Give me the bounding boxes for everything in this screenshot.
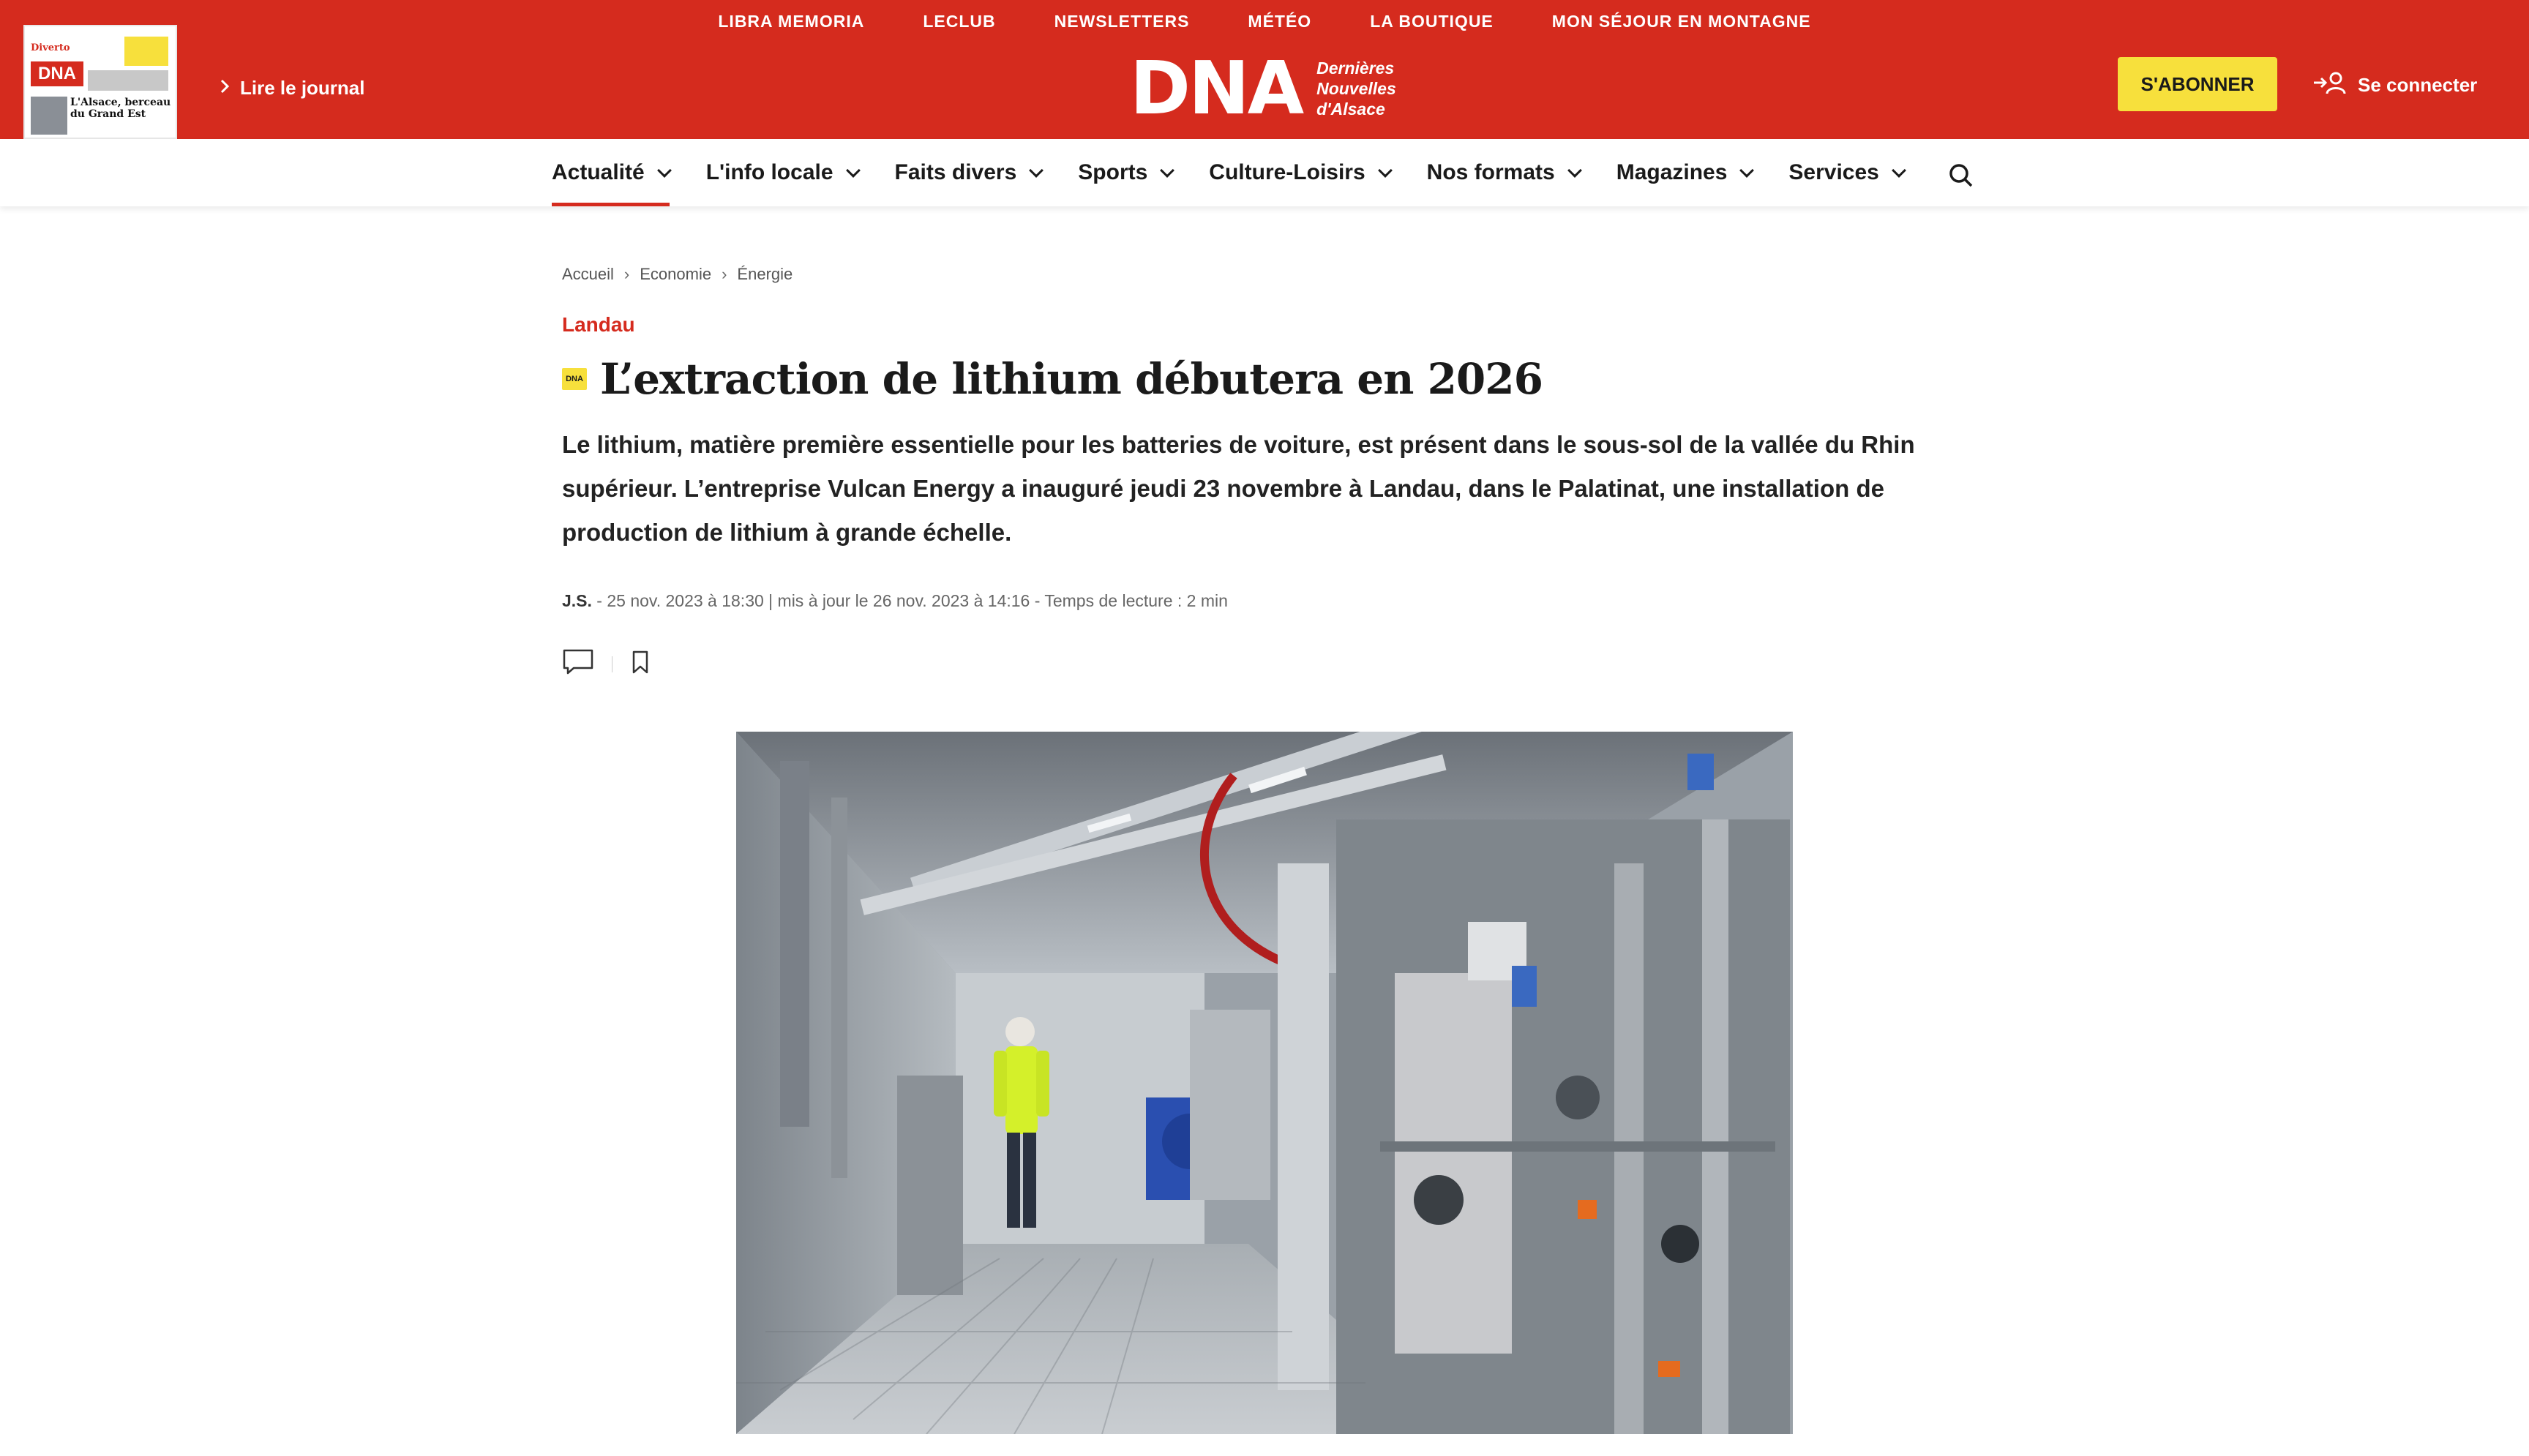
topnav-meteo[interactable]: MÉTÉO <box>1248 11 1312 31</box>
top-navigation <box>0 0 2529 42</box>
site-logo[interactable] <box>1130 45 1396 131</box>
article-meta <box>562 591 1228 611</box>
topnav-leclub[interactable]: LECLUB <box>923 11 996 31</box>
chevron-down-icon <box>657 163 672 178</box>
read-newspaper-link[interactable] <box>220 76 365 100</box>
article <box>562 263 1967 610</box>
breadcrumb-item[interactable]: Énergie <box>737 265 793 283</box>
breadcrumb <box>562 263 1967 285</box>
breadcrumb-item[interactable]: Accueil <box>562 265 614 283</box>
chevron-down-icon <box>1160 163 1174 178</box>
logo-tagline-line: Dernières <box>1316 59 1395 78</box>
dna-badge: DNA <box>562 368 587 390</box>
search-icon <box>1948 179 1974 192</box>
nav-item-nos-formats[interactable] <box>1427 139 1580 206</box>
logo-tagline-line: d'Alsace <box>1316 100 1385 119</box>
login-label: Se connecter <box>2358 74 2478 96</box>
login-icon <box>2312 70 2348 100</box>
chevron-down-icon <box>1378 163 1393 178</box>
chevron-down-icon <box>1567 163 1582 178</box>
thumbnail-promo-box <box>88 70 168 91</box>
chevron-right-icon: › <box>722 265 727 283</box>
logo-letters: DNA <box>1130 45 1303 131</box>
article-kicker[interactable]: Landau <box>562 313 635 336</box>
chevron-down-icon <box>1740 163 1755 178</box>
login-link[interactable] <box>2312 70 2477 100</box>
nav-item-label: Services <box>1788 160 1879 184</box>
article-author: J.S. <box>562 591 592 610</box>
newspaper-thumbnail[interactable] <box>23 25 177 139</box>
article-dates: - 25 nov. 2023 à 18:30 | mis à jour le 26 nov. 2023 à 14:16 - Temps de lecture : 2 min <box>591 591 1228 610</box>
thumbnail-image <box>31 97 67 135</box>
nav-item-label: Sports <box>1078 160 1148 184</box>
topnav-libra-memoria[interactable]: LIBRA MEMORIA <box>718 11 865 31</box>
nav-item-label: Nos formats <box>1426 160 1555 184</box>
logo-tagline <box>1316 58 1396 119</box>
nav-item-sports[interactable] <box>1078 139 1172 206</box>
bookmark-icon[interactable] <box>630 650 651 678</box>
topnav-la-boutique[interactable]: LA BOUTIQUE <box>1370 11 1494 31</box>
read-newspaper-label: Lire le journal <box>240 76 365 99</box>
nav-item-label: Culture-Loisirs <box>1209 160 1365 184</box>
nav-item-magazines[interactable] <box>1616 139 1753 206</box>
topnav-mon-sejour[interactable]: MON SÉJOUR EN MONTAGNE <box>1551 11 1811 31</box>
main-navigation <box>0 139 2529 206</box>
nav-item-services[interactable] <box>1788 139 1903 206</box>
search-button[interactable] <box>1948 162 1974 189</box>
nav-item-label: Actualité <box>552 160 645 184</box>
article-lede: Le lithium, matière première essentielle pour les batteries de voiture, est présent dans le sous-sol de la vallée du Rhin supérieur. L’entreprise Vulcan Energy a inauguré jeudi 23 novembre à Landau, dans le Palatinat, une installation de production de lithium à grande échelle. <box>562 431 1915 546</box>
nav-item-info-locale[interactable] <box>706 139 858 206</box>
nav-item-label: Faits divers <box>894 160 1017 184</box>
comment-icon[interactable] <box>562 648 594 680</box>
site-header <box>0 0 2529 139</box>
article-actions <box>562 648 651 680</box>
chevron-right-icon: › <box>623 265 630 283</box>
thumbnail-title: Diverto <box>31 42 70 53</box>
nav-item-culture-loisirs[interactable] <box>1209 139 1390 206</box>
logo-tagline-line: Nouvelles <box>1316 79 1396 98</box>
chevron-down-icon <box>846 163 861 178</box>
chevron-down-icon <box>1029 163 1044 178</box>
article-photo <box>736 732 1793 1434</box>
thumbnail-promo-box <box>124 37 168 66</box>
nav-item-label: L'info locale <box>705 160 833 184</box>
topnav-newsletters[interactable]: NEWSLETTERS <box>1054 11 1190 31</box>
nav-item-label: Magazines <box>1616 160 1728 184</box>
breadcrumb-item[interactable]: Economie <box>640 265 712 283</box>
thumbnail-logo: DNA <box>31 61 83 86</box>
subscribe-button[interactable]: S'ABONNER <box>2118 57 2277 111</box>
nav-item-actualite[interactable] <box>552 139 670 206</box>
article-title-row <box>562 350 1543 408</box>
article-title: L’extraction de lithium débutera en 2026 <box>600 354 1543 404</box>
thumbnail-headline: L'Alsace, berceau du Grand Est <box>70 97 171 120</box>
chevron-right-icon <box>220 76 230 100</box>
nav-item-faits-divers[interactable] <box>895 139 1042 206</box>
chevron-down-icon <box>1892 163 1906 178</box>
